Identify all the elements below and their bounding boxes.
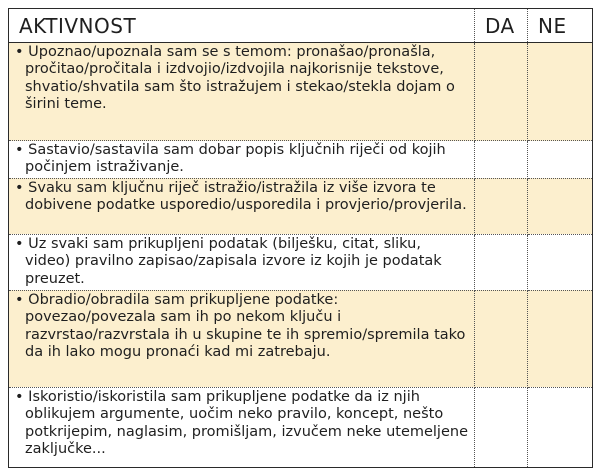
checklist-row xyxy=(9,43,593,141)
activity-text: • Iskoristio/iskoristila sam prikupljene podatke da iz njih oblikujem argumente, uočim neko pravilo, koncept, nešto potkrijepim, naglasim, promišljam, izvučem neke utemeljene zaključke... xyxy=(15,388,468,458)
activity-cell xyxy=(9,43,475,141)
no-check-cell[interactable] xyxy=(528,234,593,290)
activity-cell xyxy=(9,290,475,387)
checklist-row xyxy=(9,178,593,234)
activity-text: • Upoznao/upoznala sam se s temom: pronašao/pronašla, pročitao/pročitala i izdvojio/izdvojila najkorisnije tekstove, shvatio/shvatila sam što istražujem i stekao/stekla dojam o širini teme. xyxy=(15,44,455,113)
checklist-row xyxy=(9,234,593,290)
no-column-header: NE xyxy=(528,9,593,43)
no-check-cell[interactable] xyxy=(528,178,593,234)
no-check-cell[interactable] xyxy=(528,141,593,179)
activity-cell xyxy=(9,178,475,234)
yes-check-cell[interactable] xyxy=(475,387,528,467)
activity-cell xyxy=(9,234,475,290)
yes-column-header: DA xyxy=(475,9,528,43)
activity-column-header: AKTIVNOST xyxy=(9,9,475,43)
yes-check-cell[interactable] xyxy=(475,178,528,234)
no-check-cell[interactable] xyxy=(528,43,593,141)
activity-text: • Uz svaki sam prikupljeni podatak (bilješku, citat, sliku, video) pravilno zapisao/zapisala izvore iz kojih je podatak preuzet. xyxy=(15,235,442,287)
activity-text: • Sastavio/sastavila sam dobar popis ključnih riječi od kojih počinjem istraživanje. xyxy=(15,142,446,176)
no-check-cell[interactable] xyxy=(528,290,593,387)
activity-cell xyxy=(9,141,475,179)
checklist-row xyxy=(9,387,593,467)
checklist-row xyxy=(9,290,593,387)
self-assessment-checklist xyxy=(8,8,593,468)
activity-text: • Svaku sam ključnu riječ istražio/istražila iz više izvora te dobivene podatke usporedio/usporedila i provjerio/provjerila. xyxy=(15,179,467,214)
yes-check-cell[interactable] xyxy=(475,234,528,290)
activity-text: • Obradio/obradila sam prikupljene podatke: povezao/povezala sam ih po nekom ključu i razvrstao/razvrstala ih u skupine te ih spremio/spremila tako da ih lako mogu pronaći kad mi zatrebaju. xyxy=(15,291,466,361)
yes-check-cell[interactable] xyxy=(475,290,528,387)
no-check-cell[interactable] xyxy=(528,387,593,467)
checklist-row xyxy=(9,141,593,179)
yes-check-cell[interactable] xyxy=(475,43,528,141)
activity-cell xyxy=(9,387,475,467)
header-row xyxy=(9,9,593,43)
yes-check-cell[interactable] xyxy=(475,141,528,179)
